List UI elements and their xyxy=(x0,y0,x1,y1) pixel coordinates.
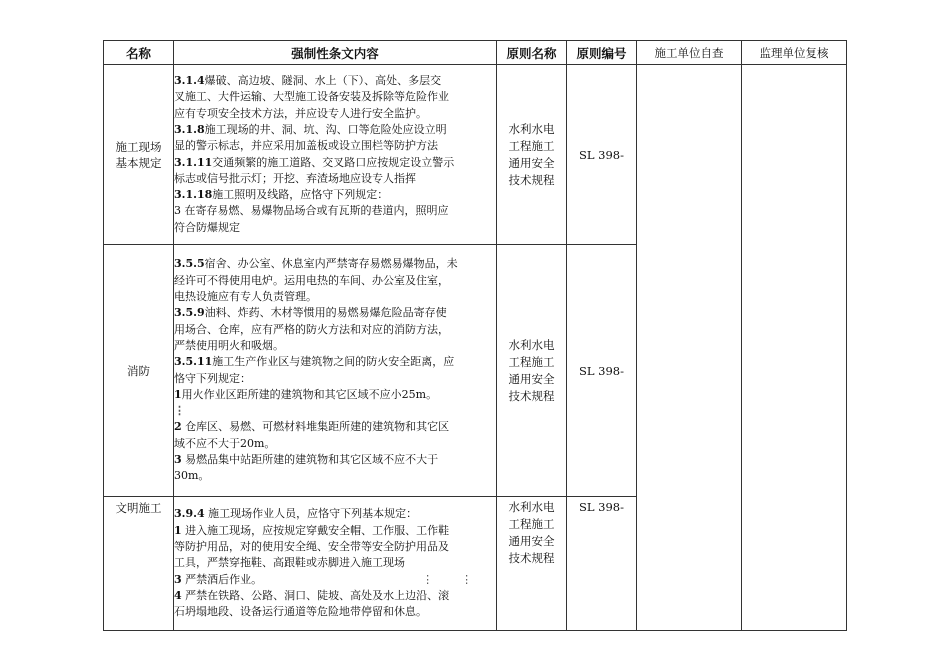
rule-name-line: 工程施工 xyxy=(508,354,555,369)
header-self-check: 施工单位自查 xyxy=(637,41,742,65)
clause: 3 严禁酒后作业。 ⋮ ⋮ xyxy=(174,572,473,586)
content-cell xyxy=(174,245,497,497)
rule-name-line: 通用安全 xyxy=(508,371,555,386)
clause: 3.5.5宿舍、办公室、休息室内严禁寄存易燃易爆物品，未 经许可不得使用电炉。运用电热的车间、办公室及住室， 电热设施应有专人负责管理。 xyxy=(174,257,458,304)
clause: 3.1.4爆破、高边坡、隧洞、水上（下）、高处、多层交 叉施工、大件运输、大型施工设备安装及拆除等危险作业 应有专项安全技术方法，并应设专人进行安全监护。 xyxy=(174,74,449,120)
header-content: 强制性条文内容 xyxy=(174,41,497,65)
rule-code-cell: SL 398- xyxy=(567,245,637,497)
category-cell xyxy=(104,245,174,497)
header-supervise-check: 监理单位复核 xyxy=(742,41,847,65)
rule-name-line: 技术规程 xyxy=(508,551,555,565)
category-cell xyxy=(104,497,174,631)
rule-name-cell xyxy=(497,245,567,497)
rule-name-line: 水利水电 xyxy=(508,500,555,514)
category-line: 施工现场 xyxy=(115,139,162,154)
header-rule-code: 原则编号 xyxy=(567,41,637,65)
clause: 3.1.11交通频繁的施工道路、交叉路口应按规定设立警示 标志或信号批示灯；开挖、弃渣场地应设专人指挥 xyxy=(174,155,455,185)
category-line: 消防 xyxy=(127,363,150,378)
rule-name-cell xyxy=(497,65,567,245)
rule-name-line: 工程施工 xyxy=(508,138,555,153)
clause: ⋮ xyxy=(174,404,185,418)
rule-name-line: 技术规程 xyxy=(508,388,555,403)
category-line: 文明施工 xyxy=(115,501,162,515)
clause: 3.5.11施工生产作业区与建筑物之间的防火安全距离，应 恪守下列规定： xyxy=(174,355,455,385)
clause: 3 在寄存易燃、易爆物品场合或有瓦斯的巷道内，照明应 符合防爆规定 xyxy=(174,204,449,234)
clause: 3.5.9油料、炸药、木材等惯用的易燃易爆危险品寄存使 用场合、仓库，应有严格的防火方法和对应的消防方法， 严禁使用明火和吸烟。 xyxy=(174,306,449,352)
clause: 3 易燃品集中站距所建的建筑物和其它区域不应不大于 30m。 xyxy=(174,452,439,483)
standards-table xyxy=(103,40,847,631)
rule-code-cell: SL 398- xyxy=(567,497,637,631)
clause: 4 严禁在铁路、公路、洞口、陡坡、高处及水上边沿、滚 石坍塌地段、设备运行通道等危险地带停留和休息。 xyxy=(174,588,450,619)
content-cell xyxy=(174,65,497,245)
clause: 1用火作业区距所建的建筑物和其它区域不应小25m。 xyxy=(174,387,438,401)
category-line: 基本规定 xyxy=(115,155,162,170)
rule-name-line: 技术规程 xyxy=(508,172,555,187)
self-check-cell[interactable] xyxy=(637,65,742,631)
rule-name-line: 水利水电 xyxy=(508,121,555,136)
header-rule-name: 原则名称 xyxy=(497,41,567,65)
header-name: 名称 xyxy=(104,41,174,65)
supervise-check-cell[interactable] xyxy=(742,65,847,631)
clause: 3.1.8施工现场的井、洞、坑、沟、口等危险处应设立明 显的警示标志，并应采用加盖板或设立围栏等防护方法 xyxy=(174,122,447,153)
clause: 2 仓库区、易燃、可燃材料堆集距所建的建筑物和其它区 域不应不大于20m。 xyxy=(174,420,450,450)
content-cell xyxy=(174,497,497,631)
rule-name-line: 通用安全 xyxy=(508,155,555,170)
table-row xyxy=(104,65,847,245)
rule-code-cell: SL 398- xyxy=(567,65,637,245)
header-row xyxy=(104,41,847,65)
clause: 3.9.4 施工现场作业人员，应恪守下列基本规定： xyxy=(174,507,418,521)
rule-name-line: 通用安全 xyxy=(508,534,555,548)
rule-name-cell xyxy=(497,497,567,631)
clause: 3.1.18施工照明及线路，应恪守下列规定： xyxy=(174,188,389,202)
category-cell xyxy=(104,65,174,245)
rule-name-line: 工程施工 xyxy=(508,517,555,531)
rule-name-line: 水利水电 xyxy=(508,337,555,352)
clause: 1 进入施工现场，应按规定穿戴安全帽、工作服、工作鞋 等防护用品，对的使用安全绳、安全带等安全防护用品及 工具，严禁穿拖鞋、高跟鞋或赤脚进入施工现场 xyxy=(174,523,450,570)
